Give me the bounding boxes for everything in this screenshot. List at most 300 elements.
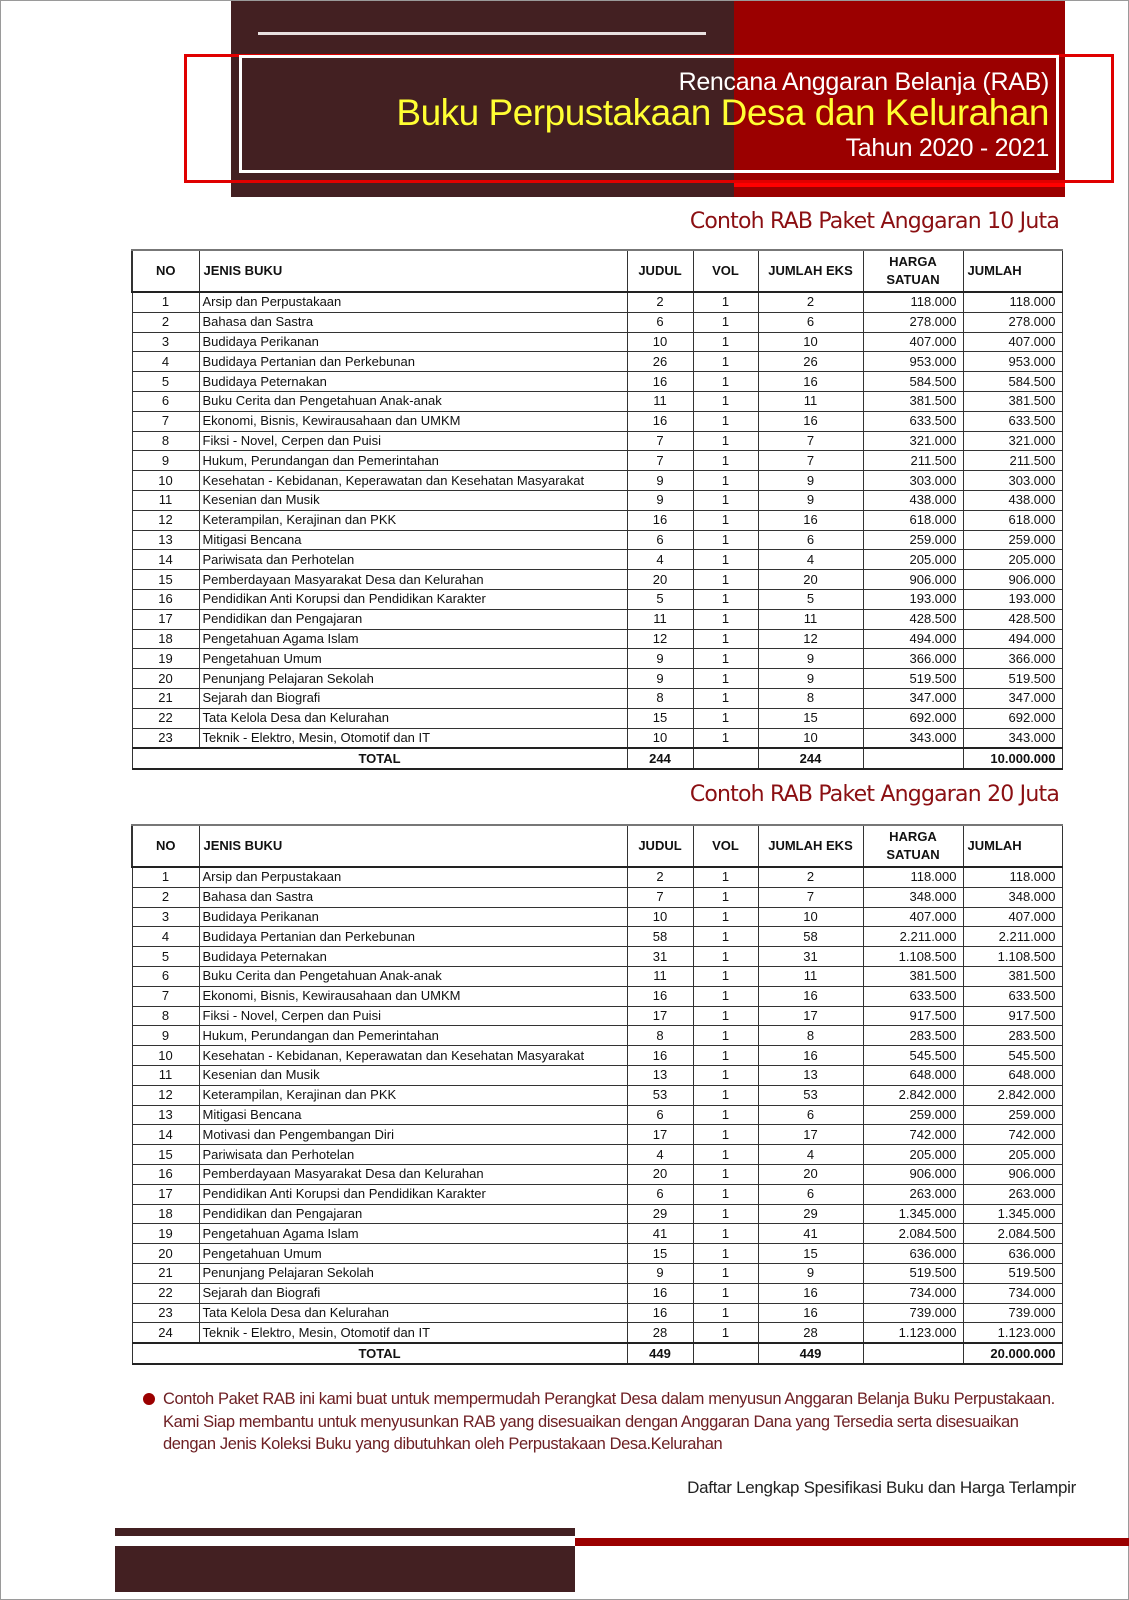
- cell-jenis-buku: Ekonomi, Bisnis, Kewirausahaan dan UMKM: [199, 411, 627, 431]
- cell-jumlah-eks: 16: [758, 1283, 863, 1303]
- total-label: TOTAL: [132, 1343, 627, 1364]
- cell-no: 17: [132, 1184, 199, 1204]
- cell-harga-satuan: 347.000: [863, 688, 963, 708]
- table-row: [132, 391, 1062, 411]
- cell-judul: 17: [627, 1006, 693, 1026]
- cell-jenis-buku: Budidaya Peternakan: [199, 372, 627, 392]
- cell-jumlah-eks: 6: [758, 1105, 863, 1125]
- section-title-10-juta: Contoh RAB Paket Anggaran 10 Juta: [689, 209, 1059, 234]
- cell-vol: 1: [693, 510, 758, 530]
- cell-jumlah-eks: 29: [758, 1204, 863, 1224]
- table-row: [132, 570, 1062, 590]
- cell-jenis-buku: Tata Kelola Desa dan Kelurahan: [199, 1303, 627, 1323]
- cell-jumlah-eks: 16: [758, 510, 863, 530]
- cell-vol: 1: [693, 1323, 758, 1343]
- cell-vol: 1: [693, 1283, 758, 1303]
- cell-jumlah-eks: 58: [758, 927, 863, 947]
- cell-jumlah: 519.500: [963, 1263, 1062, 1283]
- cell-no: 6: [132, 966, 199, 986]
- cell-vol: 1: [693, 490, 758, 510]
- cell-no: 18: [132, 629, 199, 649]
- footer-bar-thin: [115, 1528, 575, 1536]
- cell-vol: 1: [693, 292, 758, 312]
- cell-no: 2: [132, 887, 199, 907]
- cell-jumlah-eks: 16: [758, 411, 863, 431]
- cell-judul: 6: [627, 1184, 693, 1204]
- cell-no: 17: [132, 609, 199, 629]
- cell-judul: 58: [627, 927, 693, 947]
- cell-judul: 6: [627, 1105, 693, 1125]
- cell-jenis-buku: Pendidikan Anti Korupsi dan Pendidikan Karakter: [199, 1184, 627, 1204]
- cell-jenis-buku: Hukum, Perundangan dan Pemerintahan: [199, 1026, 627, 1046]
- cell-vol: 1: [693, 431, 758, 451]
- cell-harga-satuan: 366.000: [863, 649, 963, 669]
- cell-jumlah: 953.000: [963, 352, 1062, 372]
- cell-no: 8: [132, 431, 199, 451]
- table-row: [132, 372, 1062, 392]
- cell-vol: 1: [693, 927, 758, 947]
- table-row: [132, 1026, 1062, 1046]
- cell-vol: 1: [693, 391, 758, 411]
- cell-vol: 1: [693, 649, 758, 669]
- cell-jenis-buku: Sejarah dan Biografi: [199, 1283, 627, 1303]
- cell-vol: 1: [693, 669, 758, 689]
- note-line-2: Kami Siap membantu untuk menyusunkan RAB yang disesuaikan dengan Anggaran Dana yang Tersedia serta disesuaikan: [163, 1412, 1019, 1431]
- cell-harga-satuan: 263.000: [863, 1184, 963, 1204]
- cell-harga-satuan: 739.000: [863, 1303, 963, 1323]
- cell-jumlah-eks: 17: [758, 1125, 863, 1145]
- cell-jumlah: 343.000: [963, 728, 1062, 748]
- cell-vol: 1: [693, 1125, 758, 1145]
- table-row: [132, 411, 1062, 431]
- cell-no: 11: [132, 1065, 199, 1085]
- cell-jenis-buku: Budidaya Pertanian dan Perkebunan: [199, 927, 627, 947]
- note-line-3: dengan Jenis Koleksi Buku yang dibutuhkan oleh Perpustakaan Desa.Kelurahan: [163, 1435, 723, 1453]
- cell-judul: 17: [627, 1125, 693, 1145]
- cell-harga-satuan: 343.000: [863, 728, 963, 748]
- cell-vol: 1: [693, 1184, 758, 1204]
- cell-vol: 1: [693, 1026, 758, 1046]
- cell-judul: 4: [627, 1145, 693, 1165]
- table-row: [132, 629, 1062, 649]
- cell-jenis-buku: Budidaya Pertanian dan Perkebunan: [199, 352, 627, 372]
- table-row: [132, 1125, 1062, 1145]
- cell-jumlah-eks: 11: [758, 609, 863, 629]
- cell-jumlah-eks: 5: [758, 589, 863, 609]
- col-header-harga-satuan: [863, 250, 963, 292]
- cell-jumlah-eks: 20: [758, 1164, 863, 1184]
- cell-judul: 13: [627, 1065, 693, 1085]
- table-row: [132, 471, 1062, 491]
- cell-jumlah: 263.000: [963, 1184, 1062, 1204]
- cell-jenis-buku: Pengetahuan Umum: [199, 1244, 627, 1264]
- cell-no: 24: [132, 1323, 199, 1343]
- cell-judul: 31: [627, 947, 693, 967]
- cell-no: 1: [132, 292, 199, 312]
- cell-vol: 1: [693, 728, 758, 748]
- cell-jumlah-eks: 9: [758, 649, 863, 669]
- cell-no: 16: [132, 589, 199, 609]
- cell-jumlah-eks: 10: [758, 907, 863, 927]
- cell-harga-satuan: 205.000: [863, 550, 963, 570]
- cell-jenis-buku: Fiksi - Novel, Cerpen dan Puisi: [199, 1006, 627, 1026]
- cell-no: 1: [132, 867, 199, 887]
- cell-harga-satuan: 633.500: [863, 411, 963, 431]
- cell-jenis-buku: Pendidikan dan Pengajaran: [199, 1204, 627, 1224]
- cell-jumlah-eks: 6: [758, 1184, 863, 1204]
- cell-judul: 8: [627, 688, 693, 708]
- total-row: [132, 748, 1062, 769]
- cell-jumlah-eks: 8: [758, 1026, 863, 1046]
- cell-judul: 9: [627, 490, 693, 510]
- cell-jumlah-eks: 9: [758, 490, 863, 510]
- cell-harga-satuan: 118.000: [863, 867, 963, 887]
- cell-harga-satuan: 438.000: [863, 490, 963, 510]
- cell-vol: 1: [693, 688, 758, 708]
- total-vol: [693, 1343, 758, 1364]
- cell-no: 9: [132, 1026, 199, 1046]
- cell-jumlah-eks: 13: [758, 1065, 863, 1085]
- table-row: [132, 332, 1062, 352]
- total-harga: [863, 748, 963, 769]
- cell-jumlah: 303.000: [963, 471, 1062, 491]
- cell-judul: 11: [627, 609, 693, 629]
- cell-jumlah-eks: 8: [758, 688, 863, 708]
- cell-jumlah: 734.000: [963, 1283, 1062, 1303]
- cell-jumlah-eks: 16: [758, 372, 863, 392]
- cell-no: 23: [132, 1303, 199, 1323]
- cell-jumlah-eks: 2: [758, 292, 863, 312]
- table-row: [132, 907, 1062, 927]
- cell-no: 14: [132, 1125, 199, 1145]
- cell-judul: 16: [627, 510, 693, 530]
- cell-jumlah-eks: 16: [758, 1303, 863, 1323]
- cell-judul: 2: [627, 292, 693, 312]
- cell-harga-satuan: 636.000: [863, 1244, 963, 1264]
- cell-jenis-buku: Arsip dan Perpustakaan: [199, 867, 627, 887]
- cell-jumlah: 259.000: [963, 530, 1062, 550]
- cell-jenis-buku: Pariwisata dan Perhotelan: [199, 550, 627, 570]
- table-row: [132, 887, 1062, 907]
- col-header-vol: VOL: [693, 825, 758, 867]
- col-header-harga-line2: SATUAN: [886, 847, 940, 862]
- cell-jenis-buku: Keterampilan, Kerajinan dan PKK: [199, 1085, 627, 1105]
- total-jumlah: 20.000.000: [963, 1343, 1062, 1364]
- cell-jenis-buku: Buku Cerita dan Pengetahuan Anak-anak: [199, 391, 627, 411]
- total-jumlah-eks: 244: [758, 748, 863, 769]
- cell-no: 14: [132, 550, 199, 570]
- cell-jenis-buku: Sejarah dan Biografi: [199, 688, 627, 708]
- cell-judul: 16: [627, 1303, 693, 1323]
- cell-jumlah-eks: 9: [758, 1263, 863, 1283]
- cell-jenis-buku: Teknik - Elektro, Mesin, Otomotif dan IT: [199, 728, 627, 748]
- cell-jenis-buku: Penunjang Pelajaran Sekolah: [199, 669, 627, 689]
- col-header-judul: JUDUL: [627, 250, 693, 292]
- note-line-1: Contoh Paket RAB ini kami buat untuk mempermudah Perangkat Desa dalam menyusun Anggaran Belanja Buku Perpustakaan.: [163, 1390, 1055, 1408]
- cell-no: 22: [132, 708, 199, 728]
- cell-jumlah: 739.000: [963, 1303, 1062, 1323]
- cell-jenis-buku: Motivasi dan Pengembangan Diri: [199, 1125, 627, 1145]
- cell-jumlah-eks: 4: [758, 1145, 863, 1165]
- cell-jumlah-eks: 20: [758, 570, 863, 590]
- rab-table-20-juta: [131, 824, 1063, 1365]
- cell-vol: 1: [693, 1065, 758, 1085]
- cell-jumlah: 381.500: [963, 966, 1062, 986]
- cell-jumlah: 917.500: [963, 1006, 1062, 1026]
- cell-jenis-buku: Buku Cerita dan Pengetahuan Anak-anak: [199, 966, 627, 986]
- cell-no: 20: [132, 669, 199, 689]
- table-row: [132, 986, 1062, 1006]
- table-row: [132, 1145, 1062, 1165]
- cell-vol: 1: [693, 1303, 758, 1323]
- cell-judul: 6: [627, 530, 693, 550]
- cell-no: 3: [132, 907, 199, 927]
- cell-jumlah: 1.345.000: [963, 1204, 1062, 1224]
- cell-jenis-buku: Kesenian dan Musik: [199, 490, 627, 510]
- col-header-harga-line1: HARGA: [889, 254, 937, 269]
- cell-vol: 1: [693, 1164, 758, 1184]
- table-row: [132, 649, 1062, 669]
- table-row: [132, 451, 1062, 471]
- cell-judul: 4: [627, 550, 693, 570]
- cell-jumlah: 1.108.500: [963, 947, 1062, 967]
- cell-judul: 16: [627, 1283, 693, 1303]
- table-row: [132, 550, 1062, 570]
- cell-vol: 1: [693, 1085, 758, 1105]
- attachment-note: Daftar Lengkap Spesifikasi Buku dan Harga Terlampir: [687, 1478, 1076, 1497]
- cell-jumlah-eks: 11: [758, 966, 863, 986]
- cell-jumlah: 205.000: [963, 1145, 1062, 1165]
- cell-harga-satuan: 118.000: [863, 292, 963, 312]
- cell-vol: 1: [693, 609, 758, 629]
- cell-harga-satuan: 321.000: [863, 431, 963, 451]
- cell-jumlah: 348.000: [963, 887, 1062, 907]
- cell-no: 19: [132, 1224, 199, 1244]
- cell-jumlah-eks: 26: [758, 352, 863, 372]
- cell-jumlah: 494.000: [963, 629, 1062, 649]
- cell-jumlah-eks: 15: [758, 1244, 863, 1264]
- cell-vol: 1: [693, 411, 758, 431]
- cell-harga-satuan: 211.500: [863, 451, 963, 471]
- cell-no: 18: [132, 1204, 199, 1224]
- cell-jenis-buku: Pemberdayaan Masyarakat Desa dan Kelurahan: [199, 1164, 627, 1184]
- cell-harga-satuan: 734.000: [863, 1283, 963, 1303]
- cell-judul: 7: [627, 431, 693, 451]
- cell-vol: 1: [693, 1145, 758, 1165]
- table-row: [132, 1323, 1062, 1343]
- cell-vol: 1: [693, 708, 758, 728]
- total-jumlah: 10.000.000: [963, 748, 1062, 769]
- cell-vol: 1: [693, 1046, 758, 1066]
- col-header-harga-satuan: [863, 825, 963, 867]
- cell-jumlah-eks: 6: [758, 312, 863, 332]
- table-row: [132, 1263, 1062, 1283]
- cell-harga-satuan: 742.000: [863, 1125, 963, 1145]
- cell-jumlah-eks: 7: [758, 887, 863, 907]
- cell-vol: 1: [693, 1006, 758, 1026]
- cell-vol: 1: [693, 332, 758, 352]
- cell-jumlah-eks: 16: [758, 1046, 863, 1066]
- cell-no: 9: [132, 451, 199, 471]
- cell-harga-satuan: 692.000: [863, 708, 963, 728]
- cell-vol: 1: [693, 867, 758, 887]
- cell-vol: 1: [693, 589, 758, 609]
- cell-jumlah: 584.500: [963, 372, 1062, 392]
- cell-no: 21: [132, 1263, 199, 1283]
- cell-jumlah: 2.084.500: [963, 1224, 1062, 1244]
- total-jumlah-eks: 449: [758, 1343, 863, 1364]
- cell-harga-satuan: 633.500: [863, 986, 963, 1006]
- col-header-harga-line1: HARGA: [889, 829, 937, 844]
- cell-no: 2: [132, 312, 199, 332]
- cell-judul: 11: [627, 391, 693, 411]
- cell-no: 13: [132, 1105, 199, 1125]
- table-row: [132, 867, 1062, 887]
- cell-jumlah: 428.500: [963, 609, 1062, 629]
- cell-jumlah: 407.000: [963, 907, 1062, 927]
- table-row: [132, 1204, 1062, 1224]
- table-row: [132, 1184, 1062, 1204]
- cell-judul: 10: [627, 907, 693, 927]
- footer-bar-dark: [115, 1546, 575, 1592]
- cell-no: 4: [132, 927, 199, 947]
- banner-decorative-line: [258, 32, 706, 35]
- cell-judul: 16: [627, 1046, 693, 1066]
- cell-jenis-buku: Mitigasi Bencana: [199, 530, 627, 550]
- cell-harga-satuan: 259.000: [863, 1105, 963, 1125]
- cell-harga-satuan: 494.000: [863, 629, 963, 649]
- cell-harga-satuan: 428.500: [863, 609, 963, 629]
- total-label: TOTAL: [132, 748, 627, 769]
- cell-vol: 1: [693, 352, 758, 372]
- table-row: [132, 947, 1062, 967]
- cell-no: 12: [132, 510, 199, 530]
- cell-jenis-buku: Ekonomi, Bisnis, Kewirausahaan dan UMKM: [199, 986, 627, 1006]
- table-row: [132, 927, 1062, 947]
- rab-table-10-juta: [131, 249, 1063, 770]
- cell-vol: 1: [693, 312, 758, 332]
- cell-jumlah-eks: 15: [758, 708, 863, 728]
- total-judul: 244: [627, 748, 693, 769]
- cell-jenis-buku: Teknik - Elektro, Mesin, Otomotif dan IT: [199, 1323, 627, 1343]
- cell-jumlah-eks: 6: [758, 530, 863, 550]
- cell-harga-satuan: 1.108.500: [863, 947, 963, 967]
- cell-no: 4: [132, 352, 199, 372]
- cell-harga-satuan: 906.000: [863, 570, 963, 590]
- table-header-row: [132, 825, 1062, 867]
- cell-jumlah-eks: 4: [758, 550, 863, 570]
- col-header-jumlah-eks: JUMLAH EKS: [758, 250, 863, 292]
- cell-judul: 26: [627, 352, 693, 372]
- cell-jumlah: 618.000: [963, 510, 1062, 530]
- col-header-jumlah: JUMLAH: [963, 250, 1062, 292]
- cell-judul: 8: [627, 1026, 693, 1046]
- header-subtitle: Rencana Anggaran Belanja (RAB): [678, 68, 1049, 96]
- cell-harga-satuan: 205.000: [863, 1145, 963, 1165]
- cell-harga-satuan: 407.000: [863, 332, 963, 352]
- cell-jumlah-eks: 31: [758, 947, 863, 967]
- cell-judul: 9: [627, 669, 693, 689]
- col-header-jenis-buku: JENIS BUKU: [199, 250, 627, 292]
- cell-jumlah: 742.000: [963, 1125, 1062, 1145]
- cell-jumlah-eks: 16: [758, 986, 863, 1006]
- cell-jumlah: 636.000: [963, 1244, 1062, 1264]
- cell-jumlah: 347.000: [963, 688, 1062, 708]
- cell-harga-satuan: 303.000: [863, 471, 963, 491]
- cell-harga-satuan: 2.211.000: [863, 927, 963, 947]
- cell-no: 5: [132, 947, 199, 967]
- table-row: [132, 312, 1062, 332]
- cell-jumlah: 906.000: [963, 1164, 1062, 1184]
- table-row: [132, 1006, 1062, 1026]
- cell-no: 19: [132, 649, 199, 669]
- cell-no: 6: [132, 391, 199, 411]
- cell-vol: 1: [693, 530, 758, 550]
- footer-bar-red: [575, 1538, 1129, 1546]
- cell-judul: 16: [627, 986, 693, 1006]
- banner-red-underline: [734, 183, 1065, 187]
- cell-judul: 16: [627, 372, 693, 392]
- cell-jumlah-eks: 12: [758, 629, 863, 649]
- col-header-jumlah-eks: JUMLAH EKS: [758, 825, 863, 867]
- cell-jumlah: 205.000: [963, 550, 1062, 570]
- cell-jumlah: 211.500: [963, 451, 1062, 471]
- cell-vol: 1: [693, 1244, 758, 1264]
- cell-jenis-buku: Pengetahuan Agama Islam: [199, 629, 627, 649]
- cell-harga-satuan: 545.500: [863, 1046, 963, 1066]
- table-row: [132, 352, 1062, 372]
- cell-harga-satuan: 584.500: [863, 372, 963, 392]
- cell-judul: 7: [627, 451, 693, 471]
- cell-jenis-buku: Pemberdayaan Masyarakat Desa dan Kelurahan: [199, 570, 627, 590]
- cell-jumlah-eks: 28: [758, 1323, 863, 1343]
- cell-jumlah: 906.000: [963, 570, 1062, 590]
- cell-harga-satuan: 906.000: [863, 1164, 963, 1184]
- cell-vol: 1: [693, 372, 758, 392]
- cell-jumlah: 1.123.000: [963, 1323, 1062, 1343]
- cell-jenis-buku: Pendidikan Anti Korupsi dan Pendidikan Karakter: [199, 589, 627, 609]
- cell-vol: 1: [693, 570, 758, 590]
- cell-jenis-buku: Bahasa dan Sastra: [199, 887, 627, 907]
- cell-vol: 1: [693, 986, 758, 1006]
- cell-jenis-buku: Pendidikan dan Pengajaran: [199, 609, 627, 629]
- table-row: [132, 589, 1062, 609]
- cell-no: 21: [132, 688, 199, 708]
- cell-jenis-buku: Pariwisata dan Perhotelan: [199, 1145, 627, 1165]
- col-header-no: NO: [132, 250, 199, 292]
- table-row: [132, 728, 1062, 748]
- cell-judul: 5: [627, 589, 693, 609]
- cell-harga-satuan: 2.084.500: [863, 1224, 963, 1244]
- cell-jumlah-eks: 10: [758, 728, 863, 748]
- cell-harga-satuan: 407.000: [863, 907, 963, 927]
- cell-no: 10: [132, 1046, 199, 1066]
- header-title: Buku Perpustakaan Desa dan Kelurahan: [396, 92, 1049, 133]
- cell-jumlah: 2.211.000: [963, 927, 1062, 947]
- cell-jumlah: 321.000: [963, 431, 1062, 451]
- cell-harga-satuan: 283.500: [863, 1026, 963, 1046]
- cell-harga-satuan: 259.000: [863, 530, 963, 550]
- cell-harga-satuan: 381.500: [863, 966, 963, 986]
- total-row: [132, 1343, 1062, 1364]
- cell-no: 8: [132, 1006, 199, 1026]
- cell-jenis-buku: Pengetahuan Umum: [199, 649, 627, 669]
- cell-harga-satuan: 953.000: [863, 352, 963, 372]
- cell-no: 12: [132, 1085, 199, 1105]
- cell-judul: 10: [627, 332, 693, 352]
- cell-jenis-buku: Budidaya Perikanan: [199, 332, 627, 352]
- cell-vol: 1: [693, 550, 758, 570]
